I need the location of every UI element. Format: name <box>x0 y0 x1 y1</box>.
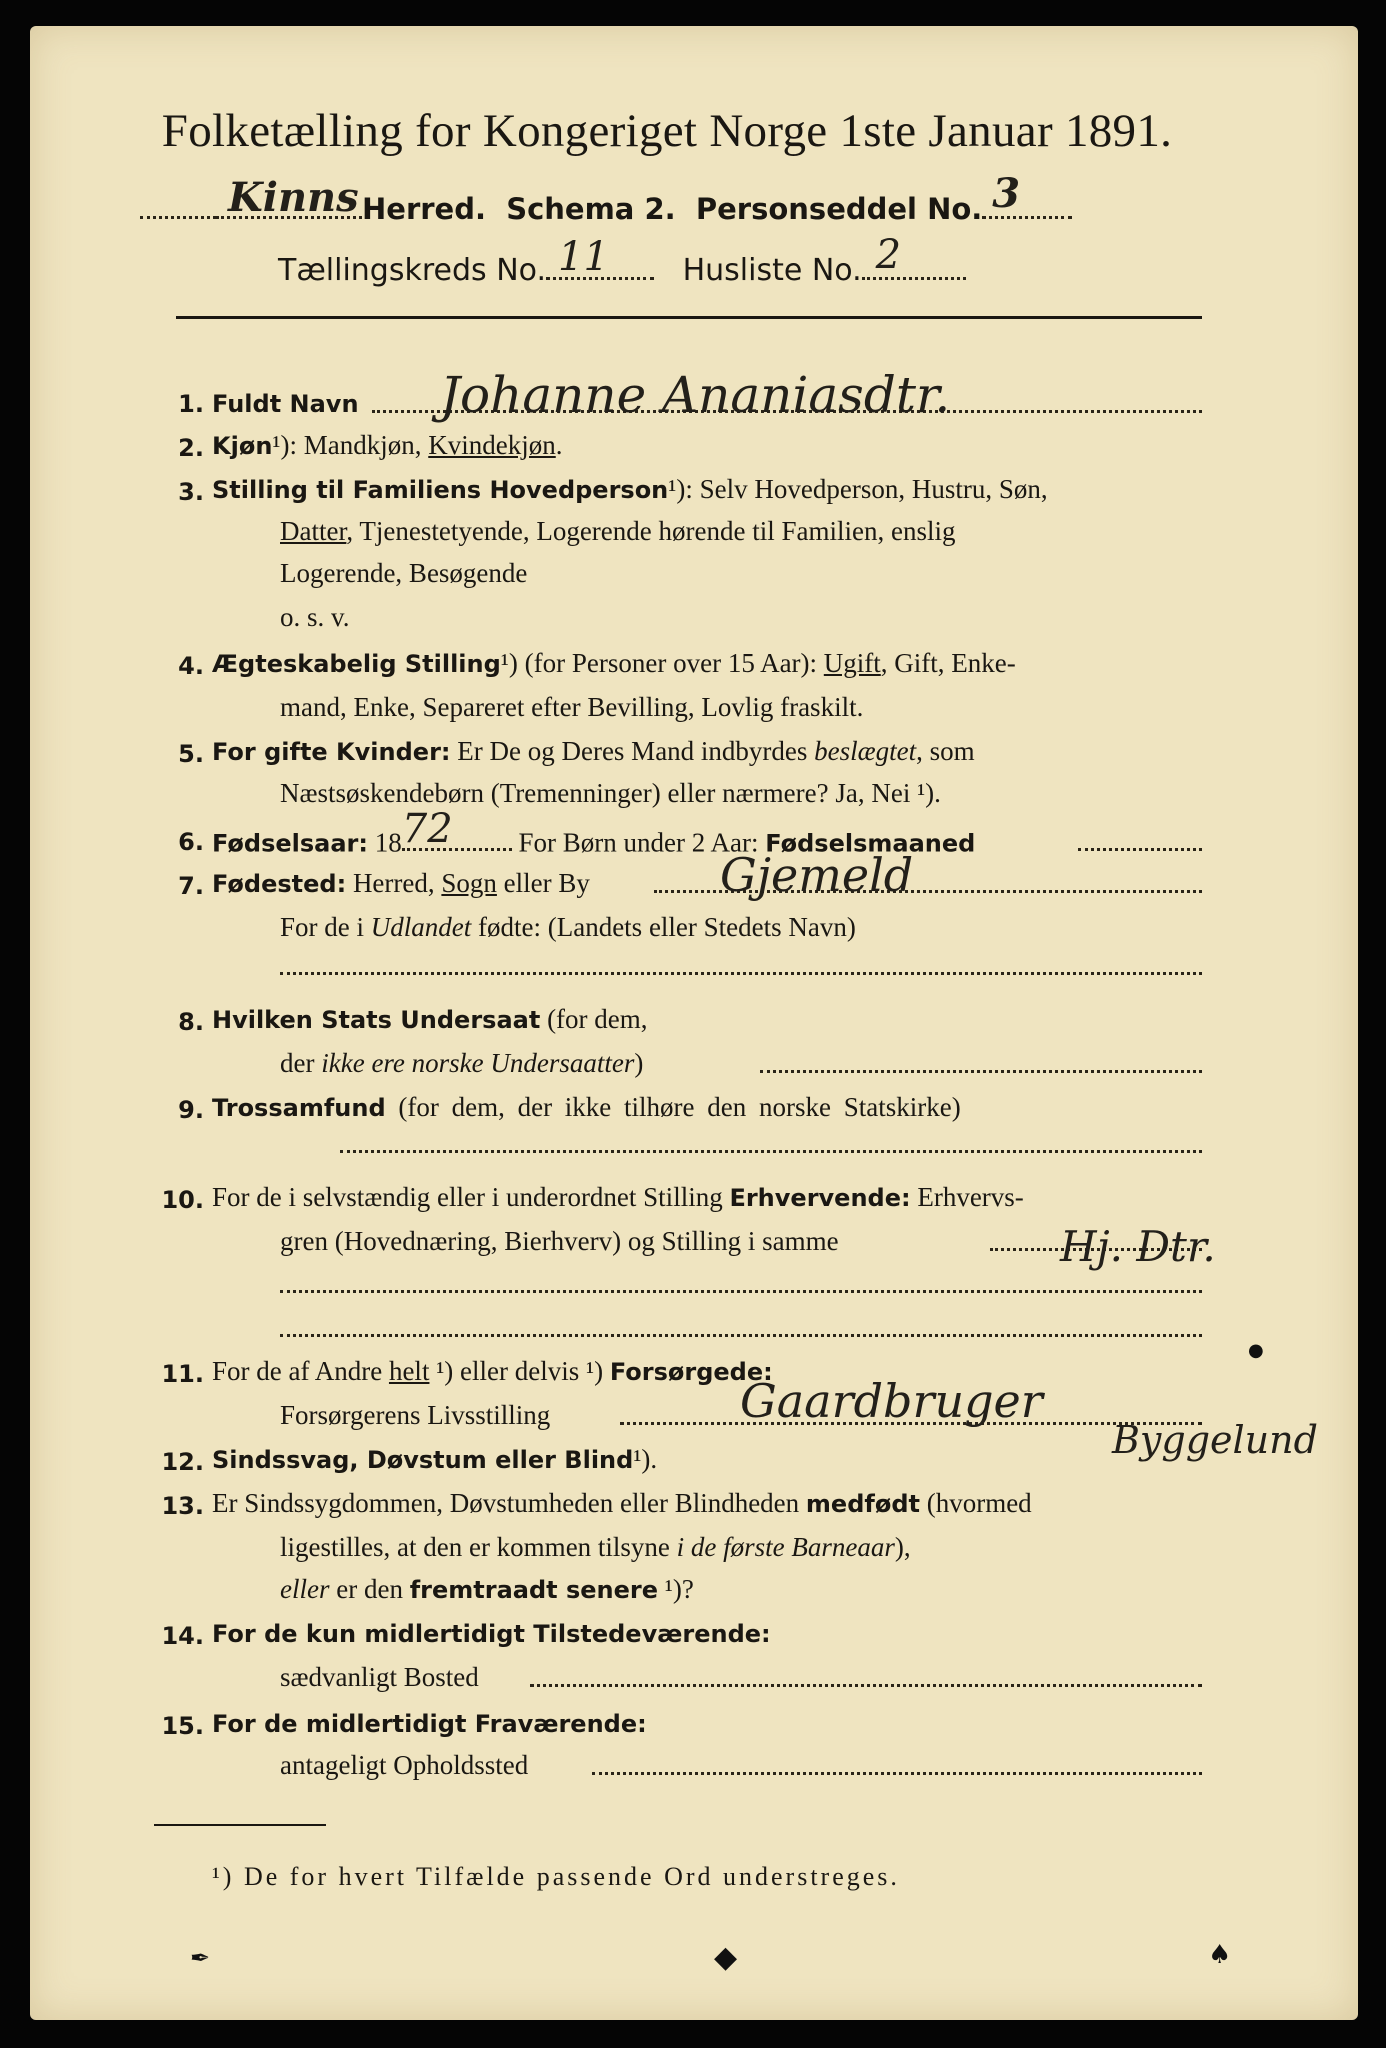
ink-dot-icon: ● <box>1248 1340 1264 1361</box>
item-1-label: Fuldt Navn <box>212 390 359 418</box>
full-name-value: Johanne Ananiasdtr. <box>440 366 951 424</box>
personseddel-value: 3 <box>992 170 1021 217</box>
form-title: Folketælling for Kongeriget Norge 1ste Januar 1891. <box>161 105 1173 157</box>
item-5-number: 5. <box>178 740 204 768</box>
herred-label: Herred. <box>362 192 486 227</box>
item-9-number: 9. <box>178 1096 204 1124</box>
item-9-line1: Trossamfund (for dem, der ikke tilhøre den norske Statskirke) <box>212 1092 961 1122</box>
item-3-line1: Stilling til Familiens Hovedperson¹): Selv Hovedperson, Hustru, Søn, <box>212 474 1048 504</box>
item-13-line1: Er Sindssygdommen, Døvstumheden eller Blindheden medfødt (hvormed <box>212 1488 1032 1518</box>
item-15-line1: For de midlertidigt Fraværende: <box>212 1710 647 1738</box>
item-3-line3: Logerende, Besøgende <box>280 558 528 588</box>
item-7-line1: Fødested: Herred, Sogn eller By <box>212 868 590 898</box>
item-7-number: 7. <box>178 872 204 900</box>
item-4-line1: Ægteskabelig Stilling¹) (for Personer over 15 Aar): Ugift, Gift, Enke- <box>212 648 1016 678</box>
item-1-number: 1. <box>178 390 204 418</box>
header-rule <box>176 316 1202 319</box>
item-4-number: 4. <box>178 652 204 680</box>
item-3-number: 3. <box>178 478 204 506</box>
provider-occupation-value: Gaardbruger <box>740 1374 1043 1428</box>
item-10-line2: gren (Hovednæring, Bierhverv) og Stilling i samme <box>280 1226 839 1256</box>
item-13-line3: eller er den fremtraadt senere ¹)? <box>280 1574 694 1604</box>
husliste-value: 2 <box>875 232 902 278</box>
occupation-value: Hj. Dtr. <box>1060 1222 1216 1271</box>
item-11-number: 11. <box>161 1360 204 1388</box>
kreds-line <box>278 232 966 288</box>
item-4-line2: mand, Enke, Separeret efter Bevilling, Lovlig fraskilt. <box>280 692 864 722</box>
item-2-number: 2. <box>178 434 204 462</box>
item-8-line2: der ikke ere norske Undersaatter) <box>280 1048 644 1078</box>
footnote-rule <box>154 1824 326 1826</box>
item-12-line: Sindssvag, Døvstum eller Blind¹). <box>212 1444 658 1474</box>
item-6-line: Fødselsaar: 18 72 For Børn under 2 Aar: Fødselsmaaned <box>212 806 976 858</box>
item-12-number: 12. <box>161 1448 204 1476</box>
item-3-line2: Datter, Tjenestetyende, Logerende hørende til Familien, enslig <box>280 516 956 546</box>
birth-year-value: 72 <box>401 806 453 852</box>
item-14-number: 14. <box>161 1622 204 1650</box>
item-11-line1: For de af Andre helt ¹) eller delvis ¹) Forsørgede: <box>212 1356 773 1386</box>
item-5-line2: Næstsøskendebørn (Tremenninger) eller nærmere? Ja, Nei ¹). <box>280 778 941 808</box>
birthplace-value: Gjemeld <box>720 848 914 902</box>
item-14-line1: For de kun midlertidigt Tilstedeværende: <box>212 1620 771 1648</box>
item-13-line2: ligestilles, at den er kommen tilsyne i de første Barneaar), <box>280 1532 911 1562</box>
item-2-text: Kjøn¹): Mandkjøn, Kvindekjøn. <box>212 430 563 460</box>
herred-line <box>140 170 1072 227</box>
item-5-line1: For gifte Kvinder: Er De og Deres Mand indbyrdes beslægtet, som <box>212 736 975 766</box>
herred-value: Kinns <box>228 174 359 221</box>
provider-place-value: Byggelund <box>1112 1418 1318 1462</box>
item-7-line2: For de i Udlandet fødte: (Landets eller Stedets Navn) <box>280 912 856 942</box>
item-10-line1: For de i selvstændig eller i underordnet Stilling Erhvervende: Erhvervs- <box>212 1182 1024 1212</box>
item-6-number: 6. <box>178 828 204 856</box>
husliste-label: Husliste No. <box>682 253 862 288</box>
item-10-number: 10. <box>161 1186 204 1214</box>
item-3-line4: o. s. v. <box>280 602 350 632</box>
kreds-value: 11 <box>558 234 609 280</box>
item-15-number: 15. <box>161 1712 204 1740</box>
item-8-line1: Hvilken Stats Undersaat (for dem, <box>212 1004 648 1034</box>
item-11-line2: Forsørgerens Livsstilling <box>280 1400 551 1430</box>
schema-label: Schema 2. <box>506 192 676 227</box>
item-14-line2: sædvanligt Bosted <box>280 1662 479 1692</box>
personseddel-label: Personseddel No. <box>695 192 983 227</box>
kreds-label: Tællingskreds No. <box>278 253 546 288</box>
ink-mark-center-icon: ◆ <box>714 1940 738 1975</box>
footnote: ¹) De for hvert Tilfælde passende Ord understreges. <box>212 1862 900 1891</box>
ink-mark-left-icon: ✒ <box>190 1944 211 1972</box>
ink-mark-right-icon: ♠ <box>1208 1940 1232 1970</box>
item-15-line2: antageligt Opholdssted <box>280 1750 529 1780</box>
item-13-number: 13. <box>161 1492 204 1520</box>
item-8-number: 8. <box>178 1008 204 1036</box>
